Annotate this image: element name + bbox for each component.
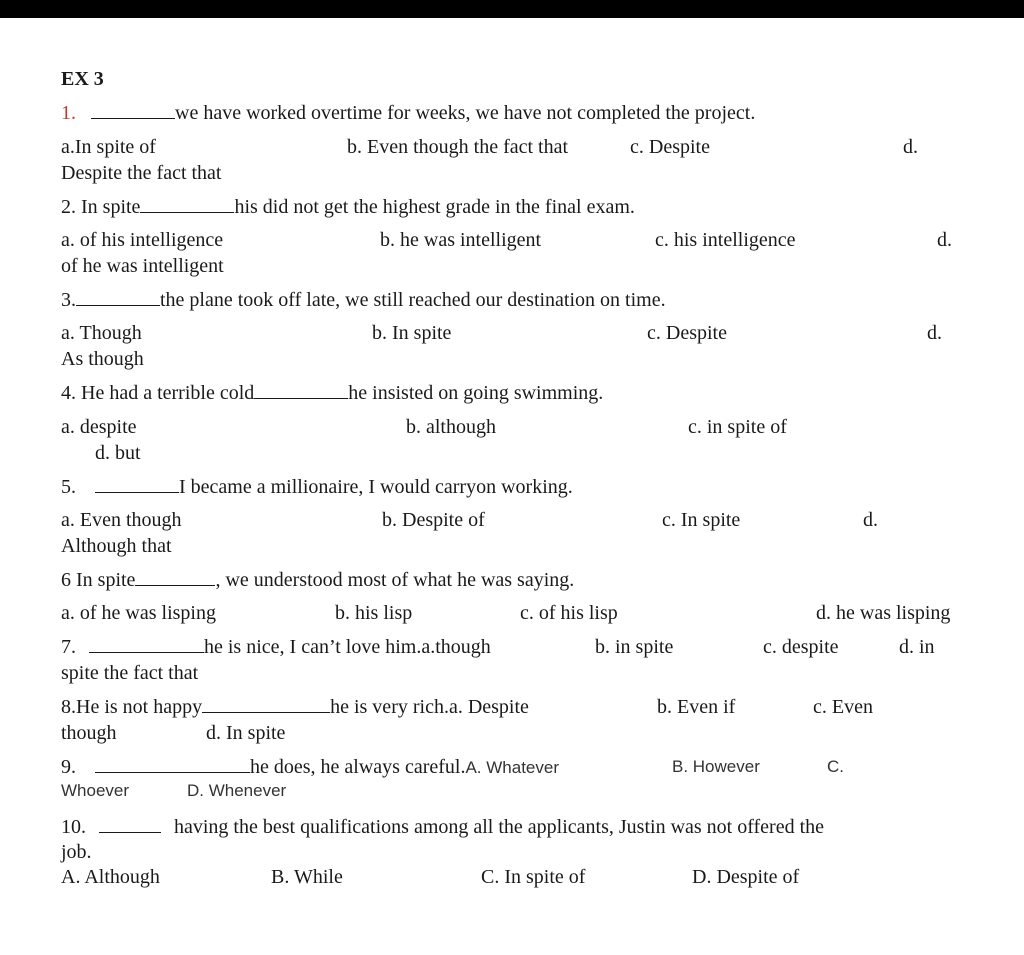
option-b: b. in spite bbox=[595, 636, 674, 658]
answer-blank bbox=[254, 382, 348, 399]
answer-blank bbox=[99, 816, 161, 833]
answer-blank bbox=[135, 569, 215, 586]
option-b: b. Even though the fact that bbox=[347, 136, 569, 158]
option-c-label: c. Even bbox=[813, 696, 873, 718]
top-bar bbox=[0, 0, 1024, 18]
option-a: A. Whatever bbox=[465, 758, 560, 777]
option-d-text: Although that bbox=[61, 535, 172, 557]
option-c: C. In spite of bbox=[481, 866, 586, 888]
answer-blank bbox=[95, 476, 179, 493]
option-d: D. Despite of bbox=[692, 866, 800, 888]
option-c: c. his intelligence bbox=[655, 229, 796, 251]
question-number: 4. He had a terrible cold bbox=[61, 382, 255, 404]
option-a: a.In spite of bbox=[61, 136, 156, 158]
question-10 bbox=[61, 816, 824, 838]
question-stem: he is very rich.a. Despite bbox=[330, 696, 529, 718]
option-c: c. despite bbox=[763, 636, 839, 658]
question-8 bbox=[61, 696, 529, 718]
question-stem: he does, he always careful. bbox=[250, 756, 466, 778]
option-b: b. Despite of bbox=[382, 509, 485, 531]
option-c: c. in spite of bbox=[688, 416, 787, 438]
question-number: 5. bbox=[61, 476, 76, 498]
option-a: A. Although bbox=[61, 866, 160, 888]
option-a: a. Though bbox=[61, 322, 142, 344]
option-b: B. While bbox=[271, 866, 343, 888]
question-stem: I became a millionaire, I would carryon working. bbox=[179, 476, 573, 498]
option-d-text: of he was intelligent bbox=[61, 255, 224, 277]
option-a: a. despite bbox=[61, 416, 137, 438]
option-d-label: d. in bbox=[899, 636, 935, 658]
question-stem: the plane took off late, we still reached our destination on time. bbox=[160, 289, 666, 311]
option-a: a. Even though bbox=[61, 509, 182, 531]
option-b: b. Even if bbox=[657, 696, 736, 718]
option-d-label: d. bbox=[863, 509, 878, 531]
option-c-text: though bbox=[61, 722, 117, 744]
answer-blank bbox=[140, 196, 234, 213]
question-number: 10. bbox=[61, 816, 86, 838]
option-c: c. of his lisp bbox=[520, 602, 618, 624]
option-b: b. In spite bbox=[372, 322, 452, 344]
question-number: 7. bbox=[61, 636, 76, 658]
option-c: c. Despite bbox=[647, 322, 727, 344]
question-7 bbox=[61, 636, 491, 658]
question-number: 1. bbox=[61, 102, 76, 124]
option-d-text: Despite the fact that bbox=[61, 162, 222, 184]
question-6 bbox=[61, 569, 574, 591]
option-d: d. In spite bbox=[206, 722, 286, 744]
question-stem: we have worked overtime for weeks, we have not completed the project. bbox=[175, 102, 756, 124]
option-d-label: d. bbox=[903, 136, 918, 158]
answer-blank bbox=[76, 289, 160, 306]
question-stem: having the best qualifications among all the applicants, Justin was not offered the bbox=[174, 816, 825, 838]
option-b: b. his lisp bbox=[335, 602, 413, 624]
question-stem: he insisted on going swimming. bbox=[348, 382, 604, 404]
exercise-heading: EX 3 bbox=[61, 68, 104, 90]
option-d-text: As though bbox=[61, 348, 144, 370]
question-number: 8.He is not happy bbox=[61, 696, 203, 718]
question-3 bbox=[61, 289, 666, 311]
question-4 bbox=[61, 382, 603, 404]
answer-blank bbox=[95, 756, 250, 773]
question-stem: he is nice, I can’t love him.a.though bbox=[204, 636, 491, 658]
question-stem-continued: job. bbox=[61, 841, 92, 863]
option-a: a. of he was lisping bbox=[61, 602, 216, 624]
question-stem: , we understood most of what he was saying. bbox=[215, 569, 575, 591]
question-1 bbox=[61, 102, 755, 124]
answer-blank bbox=[89, 636, 204, 653]
option-c-text: Whoever bbox=[61, 781, 130, 800]
option-d-label: d. bbox=[927, 322, 942, 344]
option-c: c. In spite bbox=[662, 509, 741, 531]
option-d: d. but bbox=[95, 442, 141, 464]
answer-blank bbox=[91, 102, 175, 119]
option-b: B. However bbox=[672, 757, 760, 776]
option-d-label: d. bbox=[937, 229, 952, 251]
answer-blank bbox=[202, 696, 330, 713]
option-c-label: C. bbox=[827, 757, 844, 776]
option-d-text: spite the fact that bbox=[61, 662, 199, 684]
question-number: 6 In spite bbox=[61, 569, 136, 591]
question-stem: his did not get the highest grade in the final exam. bbox=[234, 196, 635, 218]
option-a: a. of his intelligence bbox=[61, 229, 224, 251]
question-number: 2. In spite bbox=[61, 196, 141, 218]
option-d: d. he was lisping bbox=[816, 602, 951, 624]
option-c: c. Despite bbox=[630, 136, 710, 158]
option-d: D. Whenever bbox=[187, 781, 287, 800]
question-number: 9. bbox=[61, 756, 76, 778]
option-b: b. although bbox=[406, 416, 496, 438]
option-b: b. he was intelligent bbox=[380, 229, 542, 251]
question-2 bbox=[61, 196, 635, 218]
question-5 bbox=[61, 476, 573, 498]
question-number: 3. bbox=[61, 289, 76, 311]
question-9 bbox=[61, 756, 559, 779]
